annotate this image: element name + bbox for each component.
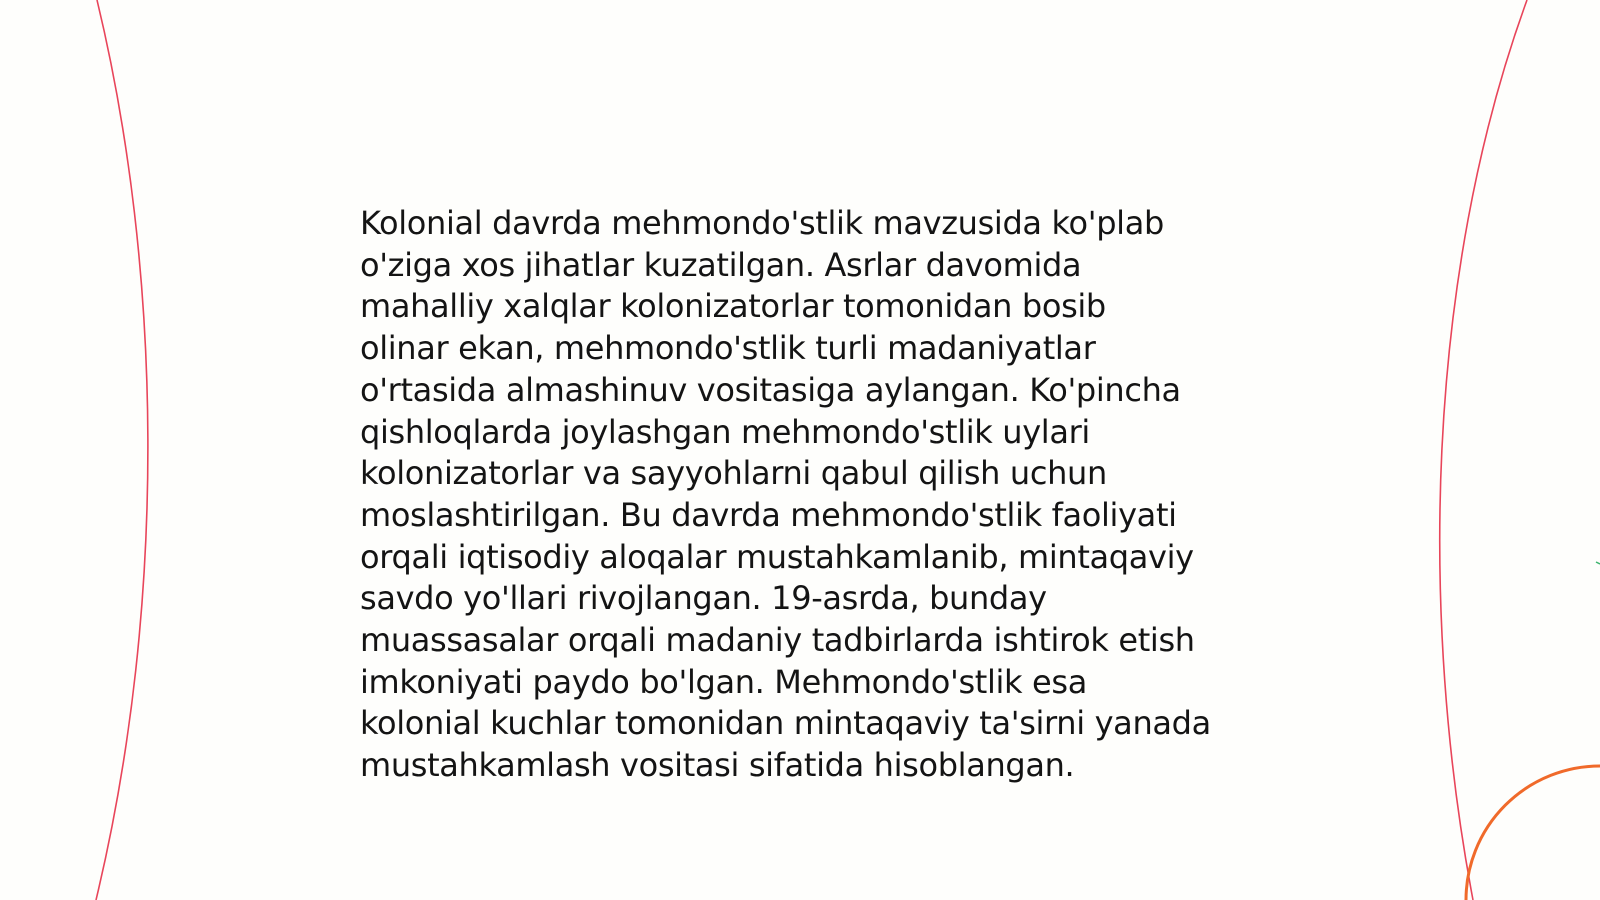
green-tick bbox=[1596, 562, 1600, 564]
orange-arc bbox=[1466, 766, 1600, 900]
right-curve-line bbox=[1440, 0, 1527, 900]
body-text: Kolonial davrda mehmondo'stlik mavzusida ko'plab o'ziga xos jihatlar kuzatilgan. Asrlar davomida mahalliy xalqlar kolonizatorlar tomonidan bosib olinar ekan, mehmondo'stlik turli madaniyatlar o'rtasida almashinuv vositasiga aylangan. Ko'pincha qishloqlarda joylashgan mehmondo'stlik uylari kolonizatorlar va sayyohlarni qabul qilish uchun moslashtirilgan. Bu davrda mehmondo'stlik faoliyati orqali iqtisodiy aloqalar mustahkamlanib, mintaqaviy savdo yo'llari rivojlangan. 19-asrda, bunday muassasalar orqali madaniy tadbirlarda ishtirok etish imkoniyati paydo bo'lgan. Mehmondo'stlik esa kolonial kuchlar tomonidan mintaqaviy ta'sirni yanada mustahkamlash vositasi sifatida hisoblangan. bbox=[360, 204, 1211, 785]
left-curve-line bbox=[96, 0, 148, 900]
